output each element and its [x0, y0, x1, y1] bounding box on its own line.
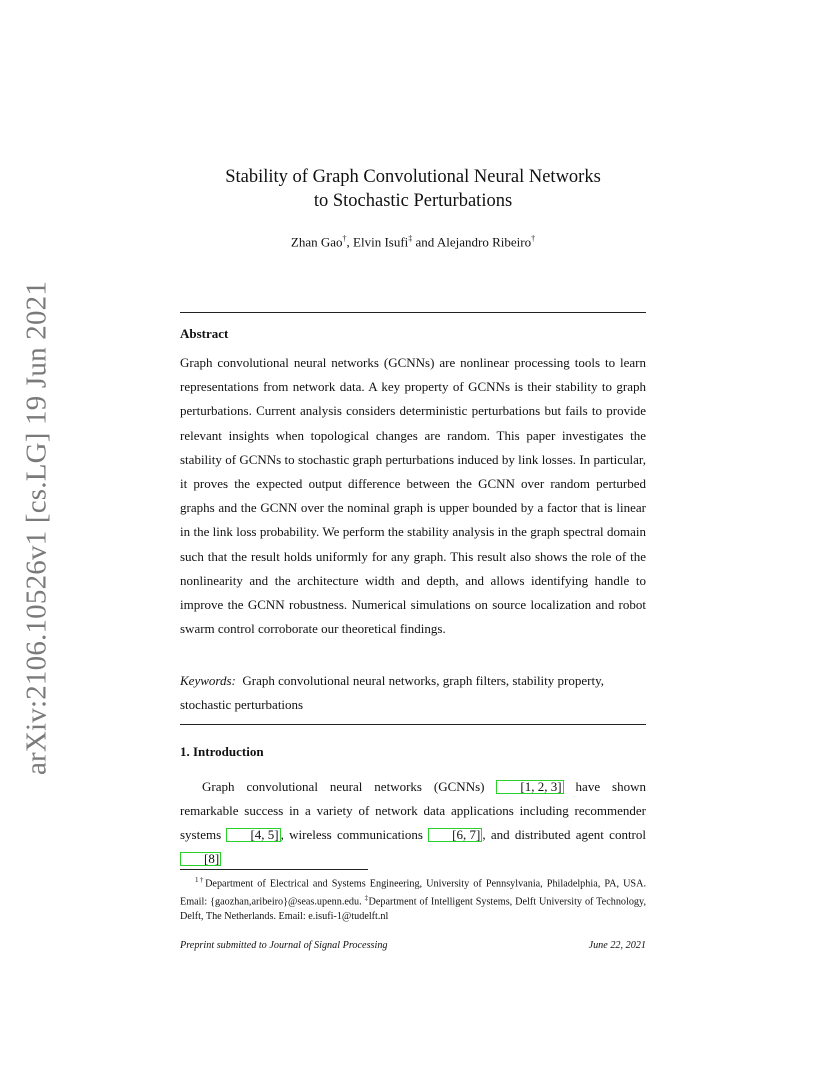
section-heading-introduction: 1. Introduction — [180, 744, 264, 759]
intro-text-3: , wireless communications — [280, 827, 429, 842]
author-isufi: Elvin Isufi — [353, 234, 409, 250]
author-ribeiro: Alejandro Ribeiro — [436, 234, 532, 250]
paper-title — [180, 165, 646, 213]
keywords — [180, 669, 646, 717]
title-line-1: Stability of Graph Convolutional Neural Networks — [225, 167, 601, 187]
citation-link-1-3[interactable]: [1, 2, 3] — [496, 780, 563, 794]
citation-link-6-7[interactable]: [6, 7] — [428, 828, 482, 842]
intro-text-4: , and distributed agent control — [482, 827, 646, 842]
footnote-text-2: Department of Intelligent Systems, Delft University of Technology, Delft, The Netherlands. Email: e.isufi-1@tudelft.nl — [180, 896, 647, 922]
abstract-heading: Abstract — [180, 326, 229, 341]
author-gao: Zhan Gao — [290, 234, 343, 250]
preprint-date: June 22, 2021 — [588, 940, 646, 951]
title-line-2: to Stochastic Perturbations — [313, 191, 513, 211]
footnote-mark-2: ‡ — [364, 894, 369, 903]
keywords-text: Graph convolutional neural networks, graph filters, stability property, stochastic perturbations — [180, 673, 604, 712]
abstract-bottom-rule — [180, 724, 646, 725]
intro-text-2: have shown remarkable success in a variety of network data applications including recommender systems — [180, 779, 646, 842]
affil-mark-ribeiro: † — [531, 234, 536, 243]
footnote-text-1: Department of Electrical and Systems Engineering, University of Pennsylvania, Philadelphia, PA, USA. Email: {gaozhan,aribeiro}@seas.upenn.edu. — [180, 878, 646, 908]
affil-mark-isufi: ‡ — [408, 234, 413, 243]
introduction-paragraph — [180, 775, 646, 871]
author-sep-2: and — [412, 234, 437, 250]
abstract-text: Graph convolutional neural networks (GCNNs) are nonlinear processing tools to learn representations from network data. A key property of GCNNs is their stability to graph perturbations. Current analysis considers deterministic perturbations but fails to provide relevant insights when topological changes are random. This paper investigates the stability of GCNNs to stochastic graph perturbations induced by link losses. In particular, it proves the expected output difference between the GCNN over random perturbed graphs and the GCNN over the nominal graph is upper bounded by a factor that is linear in the link loss probability. We perform the stability analysis in the graph spectral domain such that the result holds uniformly for any graph. This result also shows the role of the nonlinearity and the architecture width and depth, and allows identifying handle to improve the GCNN robustness. Numerical simulations on source localization and robot swarm control corroborate our theoretical findings. — [180, 355, 646, 637]
affil-mark-gao: † — [342, 234, 347, 243]
affiliation-footnote — [180, 873, 646, 924]
author-list — [180, 234, 646, 250]
arxiv-side-stamp: arXiv:2106.10526v1 [cs.LG] 19 Jun 2021 — [20, 280, 53, 776]
abstract-top-rule — [180, 312, 646, 313]
citation-link-8[interactable]: [8] — [180, 852, 221, 866]
citation-link-4-5[interactable]: [4, 5] — [226, 828, 280, 842]
footnote-mark-1: 1† — [195, 876, 206, 884]
author-sep-1: , — [346, 234, 354, 250]
keywords-label: Keywords: — [180, 673, 236, 688]
preprint-note: Preprint submitted to Journal of Signal Processing — [180, 940, 388, 951]
intro-text-1: Graph convolutional neural networks (GCNNs) — [202, 779, 497, 794]
footnote-rule — [180, 869, 368, 870]
